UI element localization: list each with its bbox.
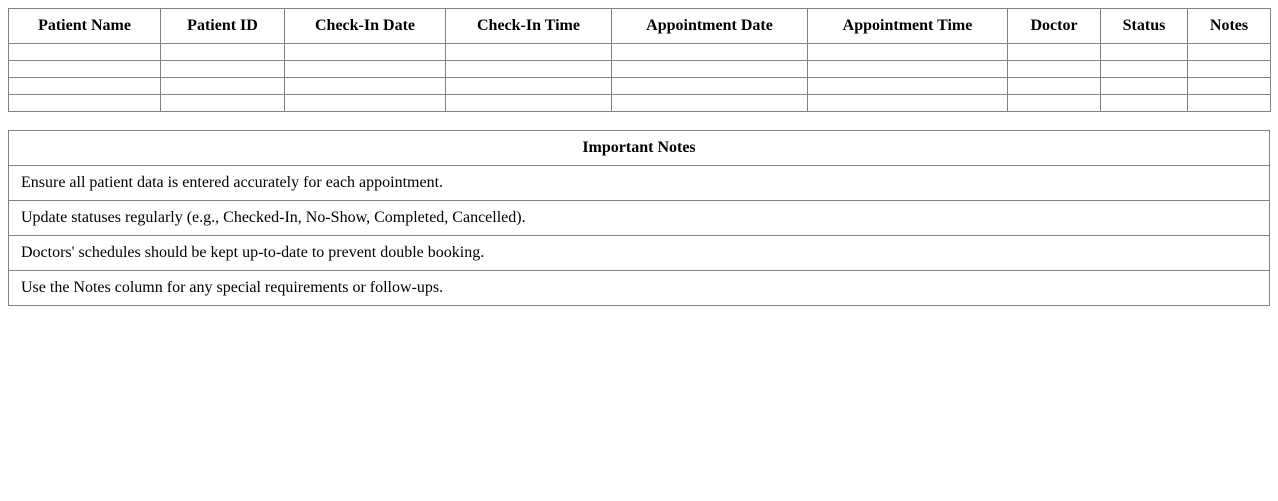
note-item: Doctors' schedules should be kept up-to-date to prevent double booking. (9, 236, 1270, 271)
table-cell[interactable] (1188, 61, 1271, 78)
column-header-appointment-date: Appointment Date (612, 9, 808, 44)
table-cell[interactable] (9, 95, 161, 112)
table-row (9, 78, 1271, 95)
table-cell[interactable] (1101, 44, 1188, 61)
notes-title: Important Notes (9, 131, 1270, 166)
column-header-doctor: Doctor (1008, 9, 1101, 44)
note-row (9, 236, 1270, 271)
table-cell[interactable] (446, 44, 612, 61)
note-row (9, 201, 1270, 236)
note-row (9, 166, 1270, 201)
column-header-check-in-time: Check-In Time (446, 9, 612, 44)
table-cell[interactable] (1188, 78, 1271, 95)
table-cell[interactable] (161, 61, 285, 78)
table-row (9, 44, 1271, 61)
table-cell[interactable] (808, 44, 1008, 61)
column-header-check-in-date: Check-In Date (285, 9, 446, 44)
table-cell[interactable] (1008, 61, 1101, 78)
table-cell[interactable] (1101, 95, 1188, 112)
table-cell[interactable] (1008, 78, 1101, 95)
table-cell[interactable] (1188, 44, 1271, 61)
table-cell[interactable] (9, 44, 161, 61)
table-cell[interactable] (446, 78, 612, 95)
table-cell[interactable] (1008, 44, 1101, 61)
note-item: Update statuses regularly (e.g., Checked-In, No-Show, Completed, Cancelled). (9, 201, 1270, 236)
column-header-patient-id: Patient ID (161, 9, 285, 44)
table-cell[interactable] (161, 44, 285, 61)
table-cell[interactable] (808, 78, 1008, 95)
table-cell[interactable] (612, 44, 808, 61)
table-cell[interactable] (808, 95, 1008, 112)
column-header-status: Status (1101, 9, 1188, 44)
notes-header-row (9, 131, 1270, 166)
table-cell[interactable] (446, 95, 612, 112)
note-row (9, 271, 1270, 306)
table-cell[interactable] (9, 78, 161, 95)
table-cell[interactable] (612, 95, 808, 112)
note-item: Use the Notes column for any special requirements or follow-ups. (9, 271, 1270, 306)
important-notes-table (8, 130, 1270, 306)
table-cell[interactable] (285, 95, 446, 112)
table-cell[interactable] (285, 78, 446, 95)
table-cell[interactable] (9, 61, 161, 78)
column-header-appointment-time: Appointment Time (808, 9, 1008, 44)
note-item: Ensure all patient data is entered accurately for each appointment. (9, 166, 1270, 201)
table-cell[interactable] (446, 61, 612, 78)
table-cell[interactable] (1188, 95, 1271, 112)
table-cell[interactable] (808, 61, 1008, 78)
table-cell[interactable] (285, 44, 446, 61)
table-cell[interactable] (1101, 61, 1188, 78)
table-cell[interactable] (1101, 78, 1188, 95)
table-cell[interactable] (1008, 95, 1101, 112)
table-header-row (9, 9, 1271, 44)
column-header-patient-name: Patient Name (9, 9, 161, 44)
table-row (9, 61, 1271, 78)
table-cell[interactable] (285, 61, 446, 78)
table-cell[interactable] (161, 95, 285, 112)
patient-schedule-table (8, 8, 1271, 112)
table-cell[interactable] (612, 61, 808, 78)
column-header-notes: Notes (1188, 9, 1271, 44)
table-cell[interactable] (161, 78, 285, 95)
table-cell[interactable] (612, 78, 808, 95)
table-row (9, 95, 1271, 112)
